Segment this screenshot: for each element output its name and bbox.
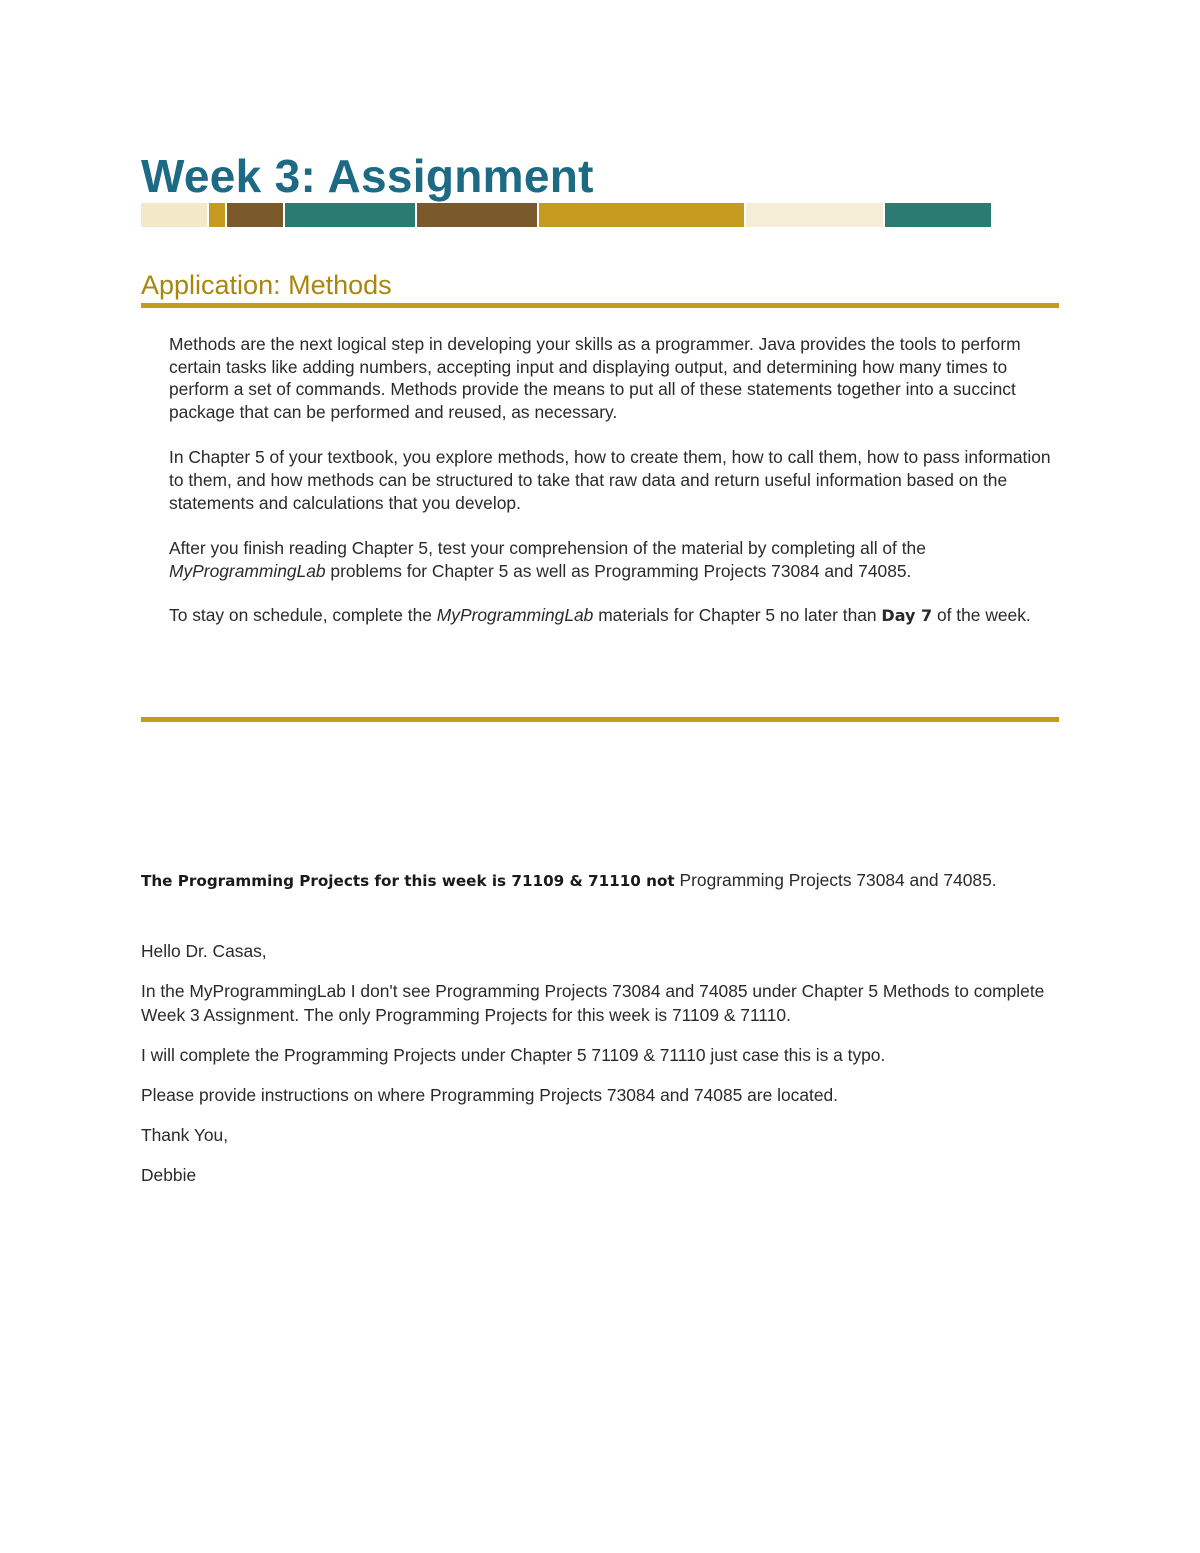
deadline-day: Day 7	[881, 606, 933, 626]
letter-line: In the MyProgrammingLab I don't see Programming Projects 73084 and 74085 under Chapter 5 Methods to complete Week 3 Assignment. The only Programming Projects for this week is 71109 & 71110.	[141, 981, 1045, 1025]
section-divider-top	[141, 303, 1059, 308]
section-divider-bottom	[141, 717, 1059, 722]
correction-notice: The Programming Projects for this week is 71109 & 71110 not Programming Projects 73084 and 74085.	[141, 870, 997, 890]
mpl-reference: MyProgrammingLab	[169, 560, 326, 581]
page-title: Week 3: Assignment	[141, 150, 594, 202]
signature: Debbie	[141, 1165, 197, 1185]
letter-line: I will complete the Programming Projects under Chapter 5 71109 & 71110 just case this is a typo.	[141, 1045, 886, 1065]
paragraph-chapter: In Chapter 5 of your textbook, you explore methods, how to create them, how to call them, how to pass information to them, and how methods can be structured to take that raw data and return useful information based on the statements and calculations that you develop.	[169, 447, 1051, 513]
mpl-reference: MyProgrammingLab	[436, 605, 594, 626]
decorative-color-banner	[141, 203, 991, 227]
assignment-body	[169, 333, 1064, 651]
paragraph-intro: Methods are the next logical step in developing your skills as a programmer. Java provides the tools to perform certain tasks like adding numbers, accepting input and displaying output, and determining how many times to perform a set of commands. Methods provide the means to put all of these statements together into a succinct package that can be performed and reused, as necessary.	[169, 334, 1021, 422]
closing: Thank You,	[141, 1125, 229, 1145]
section-title: Application: Methods	[141, 270, 392, 300]
student-letter	[141, 868, 1061, 1187]
paragraph-instructions: After you finish reading Chapter 5, test your comprehension of the material by completing all of the MyProgrammingLab problems for Chapter 5 as well as Programming Projects 73084 and 74085.	[169, 538, 926, 581]
banner-segment	[746, 203, 885, 227]
banner-segment	[141, 203, 209, 227]
paragraph-schedule: To stay on schedule, complete the MyProgrammingLab materials for Chapter 5 no later than Day 7 of the week.	[169, 605, 1031, 626]
banner-segment	[539, 203, 746, 227]
banner-segment	[885, 203, 991, 227]
banner-segment	[227, 203, 285, 227]
banner-segment	[209, 203, 227, 227]
banner-segment	[417, 203, 539, 227]
letter-line: Please provide instructions on where Programming Projects 73084 and 74085 are located.	[141, 1085, 839, 1105]
greeting: Hello Dr. Casas,	[141, 941, 267, 961]
banner-segment	[285, 203, 417, 227]
